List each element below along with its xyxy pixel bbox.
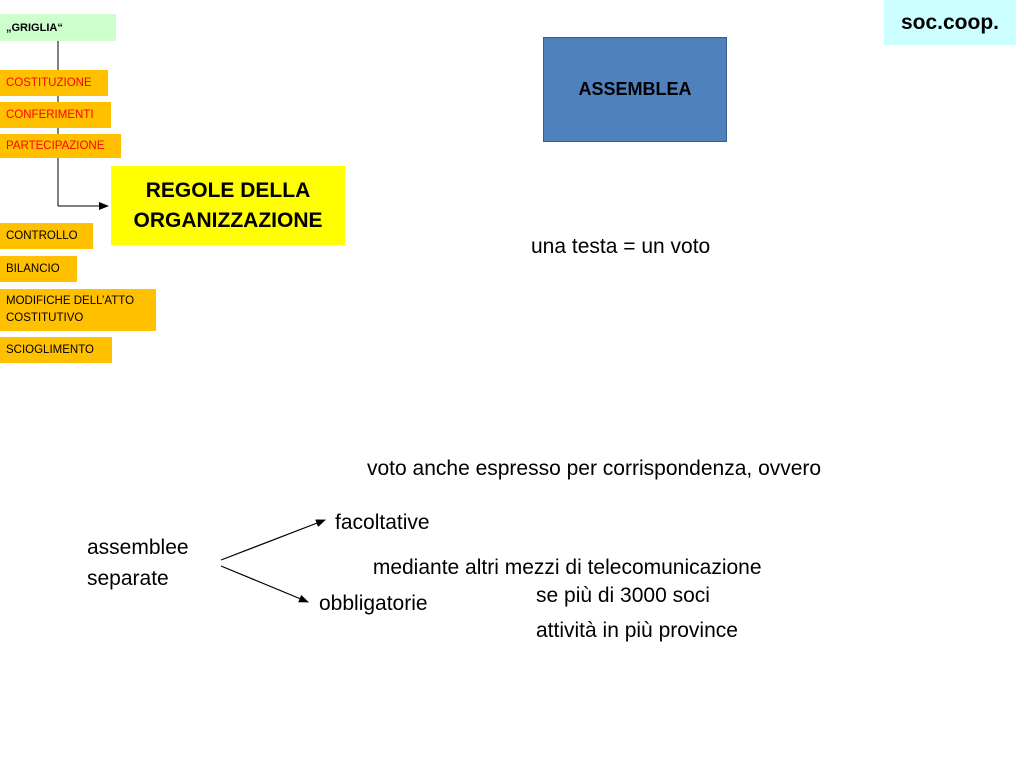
grid-title: „GRIGLIA“ xyxy=(0,14,116,41)
soc-coop-badge: soc.coop. xyxy=(884,0,1016,45)
grid-item-scioglimento: SCIOGLIMENTO xyxy=(0,337,112,363)
condizione-line2: attività in più province xyxy=(536,619,738,642)
grid-item-costituzione: COSTITUZIONE xyxy=(0,70,108,96)
highlight-line2: ORGANIZZAZIONE xyxy=(133,208,323,232)
grid-item-bilancio: BILANCIO xyxy=(0,256,77,282)
grid-item-controllo: CONTROLLO xyxy=(0,223,93,249)
condizione-text xyxy=(536,578,738,648)
una-testa-text: una testa = un voto xyxy=(531,235,711,258)
arrow-to-facoltative xyxy=(221,520,325,560)
facoltative-text: facoltative xyxy=(335,511,430,534)
separate-line2: separate xyxy=(87,567,169,590)
modifiche-line1: MODIFICHE DELL’ATTO xyxy=(6,295,135,307)
grid-item-partecipazione: PARTECIPAZIONE xyxy=(0,134,121,158)
grid-item-modifiche xyxy=(0,289,156,331)
voto-line2: mediante altri mezzi di telecomunicazione xyxy=(367,556,762,579)
voto-line1: voto anche espresso per corrispondenza, ovvero xyxy=(367,457,822,480)
obbligatorie-text: obbligatorie xyxy=(319,592,428,615)
arrow-to-obbligatorie xyxy=(221,566,308,602)
grid-item-conferimenti: CONFERIMENTI xyxy=(0,102,111,128)
regole-organizzazione-highlight xyxy=(111,166,345,245)
highlight-line1: REGOLE DELLA xyxy=(145,178,311,202)
assemblea-box: ASSEMBLEA xyxy=(543,37,727,142)
modifiche-line2: COSTITUTIVO xyxy=(6,312,84,324)
assemblee-separate-text xyxy=(87,532,189,594)
separate-line1: assemblee xyxy=(87,536,189,559)
condizione-line1: se più di 3000 soci xyxy=(536,584,710,607)
